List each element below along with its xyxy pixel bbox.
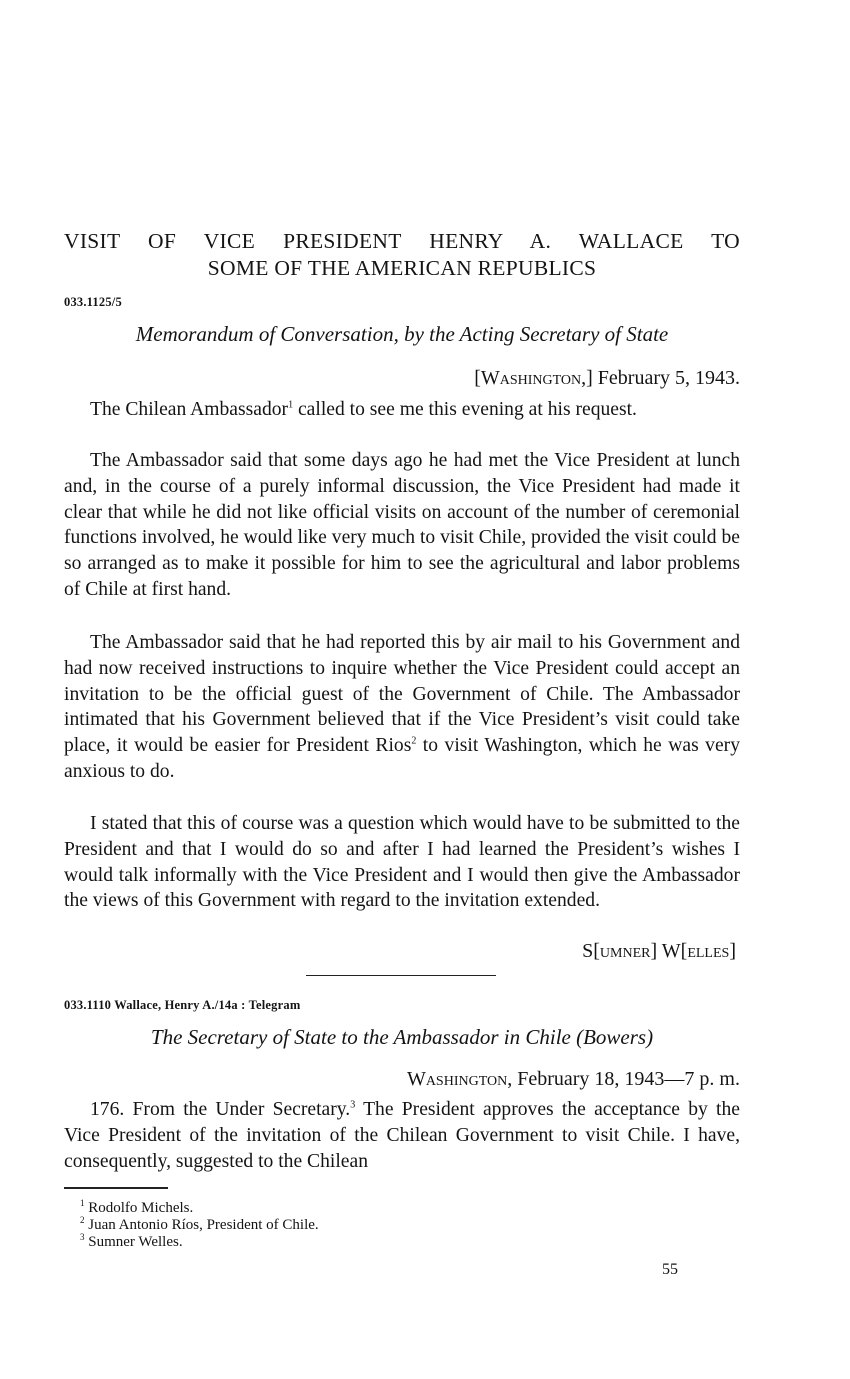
paragraph-3-text: The Ambassador said that he had reported this by air mail to his Government and had now received instructions to inquire whether the Vice President could accept an invitation to be the official guest of the Government of Chile. The Ambassador intimated that his Government believed that if the Vice President’s visit could take place, it would be easier for President Rios bbox=[64, 632, 740, 757]
footnote-rule bbox=[64, 1187, 168, 1189]
signature bbox=[582, 940, 736, 963]
paragraph-1-text: The Chilean Ambassador bbox=[90, 399, 289, 420]
dateline-place-1: [Washington,] bbox=[474, 367, 593, 389]
footnote-2-text: Juan Antonio Ríos, President of Chile. bbox=[88, 1217, 319, 1233]
dateline-place-2: Washington, bbox=[406, 1068, 513, 1090]
paragraph-5-rest: The President approves the acceptance by the Vice President of the invitation of the Chilean Government to visit Chile. I have, consequently, suggested to the Chilean bbox=[64, 1099, 740, 1172]
title-line-2: SOME OF THE AMERICAN REPUBLICS bbox=[207, 256, 597, 280]
dateline-2 bbox=[407, 1068, 740, 1091]
heading-2-part2: ) bbox=[646, 1025, 654, 1049]
paragraph-5 bbox=[64, 1097, 740, 1174]
footnote-2 bbox=[64, 1217, 740, 1234]
paragraph-3-rest: to visit Washington, which he was very anxious to do. bbox=[64, 735, 740, 782]
title-line-1: VISIT OF VICE PRESIDENT HENRY A. WALLACE TO bbox=[64, 229, 740, 253]
footnote-ref-2: 2 bbox=[411, 735, 417, 747]
dateline-date-1: February 5, 1943. bbox=[597, 367, 740, 389]
page-number: 55 bbox=[662, 1261, 678, 1278]
footnote-3 bbox=[64, 1234, 740, 1251]
page-title bbox=[64, 228, 740, 282]
document-heading-1: Memorandum of Conversation, by the Acting Secretary of State bbox=[135, 322, 669, 346]
paragraph-3 bbox=[64, 630, 740, 785]
paragraph-5-text: 176. From the Under Secretary. bbox=[90, 1099, 351, 1120]
file-number-2: 033.1110 Wallace, Henry A./14a : Telegram bbox=[64, 998, 301, 1012]
signature-initial-w: W bbox=[661, 940, 681, 962]
footnote-1-number: 1 bbox=[80, 1198, 85, 1208]
footnote-1-text: Rodolfo Michels. bbox=[88, 1200, 194, 1216]
footnotes bbox=[64, 1200, 740, 1251]
footnote-3-number: 3 bbox=[80, 1232, 85, 1242]
footnote-1 bbox=[64, 1200, 740, 1217]
paragraph-1 bbox=[64, 397, 740, 423]
dateline-1 bbox=[474, 367, 740, 390]
section-divider bbox=[306, 975, 496, 976]
footnote-ref-1: 1 bbox=[288, 399, 294, 411]
paragraph-2: The Ambassador said that some days ago he had met the Vice President at lunch and, in the course of a purely informal discussion, the Vice President had made it clear that while he did not like official visits on account of the number of ceremonial functions involved, he would like very much to visit Chile, provided the visit could be so arranged as to make it possible for him to see the agricultural and labor problems of Chile at first hand. bbox=[64, 450, 740, 600]
heading-2-name: Bowers bbox=[583, 1025, 647, 1049]
signature-rest-s: [umner] bbox=[593, 940, 658, 962]
footnote-2-number: 2 bbox=[80, 1215, 85, 1225]
paragraph-4: I stated that this of course was a question which would have to be submitted to the President and that I would do so and after I had learned the President’s wishes I would talk informally with the Vice President and I would then give the Ambassador the views of this Government with regard to the invitation extended. bbox=[64, 813, 740, 912]
paragraph-1-rest: called to see me this evening at his request. bbox=[293, 399, 637, 420]
heading-2-part1: The Secretary of State to the Ambassador in Chile ( bbox=[150, 1025, 584, 1049]
footnote-ref-3: 3 bbox=[350, 1099, 356, 1111]
signature-rest-w: [elles] bbox=[680, 940, 736, 962]
signature-initial-s: S bbox=[582, 940, 594, 962]
footnote-3-text: Sumner Welles. bbox=[88, 1234, 183, 1250]
document-heading-2 bbox=[64, 1025, 740, 1050]
file-number-1: 033.1125/5 bbox=[64, 295, 122, 309]
dateline-date-2: February 18, 1943—7 p. m. bbox=[517, 1068, 740, 1090]
